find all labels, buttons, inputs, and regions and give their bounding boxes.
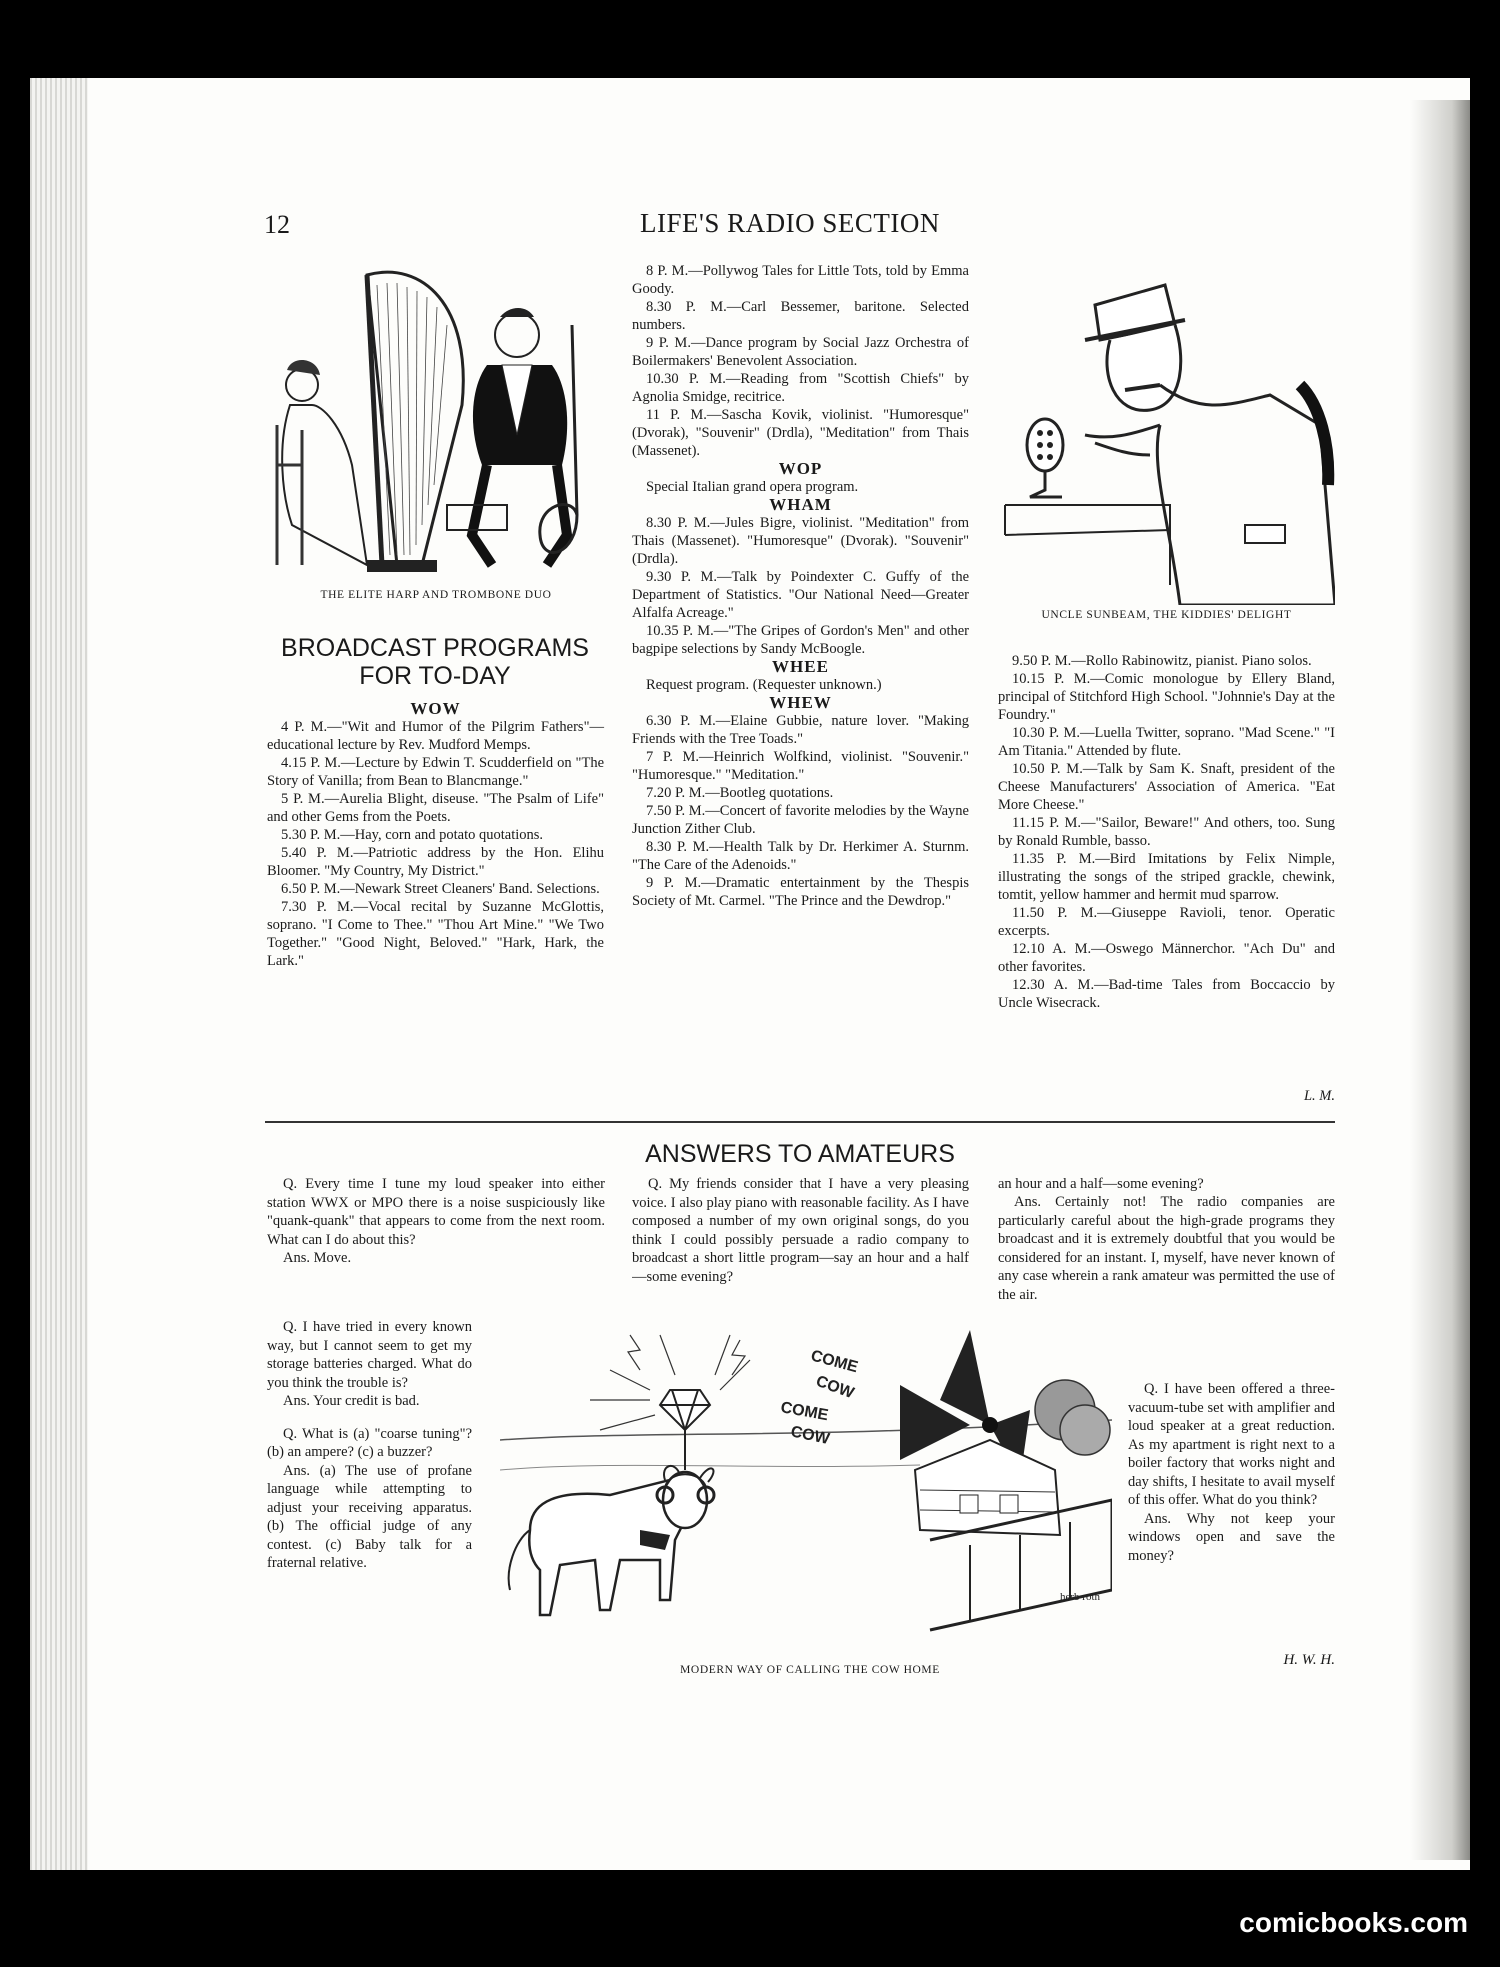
programs-column-3 — [998, 652, 1335, 1012]
section-divider — [265, 1121, 1335, 1123]
program-item: 7.50 P. M.—Concert of favorite melodies by the Wayne Junction Zither Club. — [632, 803, 969, 837]
program-item: 4 P. M.—"Wit and Humor of the Pilgrim Fathers"—educational lecture by Rev. Mudford Memps. — [267, 719, 604, 753]
program-item: 7 P. M.—Heinrich Wolfkind, violinist. "Souvenir." "Humoresque." "Meditation." — [632, 749, 969, 783]
program-item: 11.35 P. M.—Bird Imitations by Felix Nimple, illustrating the songs of the striped grackle, chewink, tomtit, yellow hammer and hermit mud sparrow. — [998, 851, 1335, 903]
answers-signature: H. W. H. — [1283, 1652, 1335, 1668]
answer-1: Ans. Move. — [283, 1250, 352, 1266]
program-item: 9.50 P. M.—Rollo Rabinowitz, pianist. Piano solos. — [1012, 653, 1312, 669]
programs-signature: L. M. — [1303, 1088, 1335, 1104]
station-heading: WOW — [410, 699, 461, 718]
station-heading: WOP — [778, 459, 823, 478]
question-5: Q. I have been offered a three-vacuum-tube set with amplifier and loud speaker at a great reduction. As my apartment is right next to a boiler factory that works night and day shifts, I hesitate to avail myself of this offer. What do you think? — [1128, 1381, 1335, 1508]
program-item: 8.30 P. M.—Jules Bigre, violinist. "Meditation" from Thais (Massenet). "Humoresque" (Dvorak). "Souvenir" (Drdla). — [632, 515, 969, 567]
cow-caption: MODERN WAY OF CALLING THE COW HOME — [680, 1664, 940, 1676]
program-item: 10.15 P. M.—Comic monologue by Ellery Bland, principal of Stitchford High School. "Johnnie's Day at the Foundry." — [998, 671, 1335, 723]
page-edge-left — [30, 78, 88, 1870]
program-item: 4.15 P. M.—Lecture by Edwin T. Scudderfield on "The Story of Vanilla; from Bean to Blancmange." — [267, 755, 604, 789]
station-heading: WHEW — [769, 693, 832, 712]
answers-title: ANSWERS TO AMATEURS — [645, 1140, 955, 1168]
program-item: 11 P. M.—Sascha Kovik, violinist. "Humoresque" (Dvorak), "Souvenir" (Drdla), "Meditation" from Thais (Massenet). — [632, 407, 969, 459]
program-item: 6.50 P. M.—Newark Street Cleaners' Band. Selections. — [281, 881, 600, 897]
program-item: 7.30 P. M.—Vocal recital by Suzanne McGlottis, soprano. "I Come to Thee." "Thou Art Mine." "We Two Together." "Good Night, Beloved." "Hark, Hark, the Lark." — [267, 899, 604, 969]
question-3: Q. What is (a) "coarse tuning"? (b) an ampere? (c) a buzzer? — [267, 1425, 472, 1460]
station-heading: WHAM — [769, 495, 832, 514]
page-header: LIFE'S RADIO SECTION — [640, 208, 940, 238]
broadcast-title — [265, 634, 605, 690]
program-item: 8.30 P. M.—Carl Bessemer, baritone. Selected numbers. — [632, 299, 969, 333]
program-item: 10.50 P. M.—Talk by Sam K. Snaft, president of the Cheese Manufacturers' Association of America. "Eat More Cheese." — [998, 761, 1335, 813]
program-item: 5.30 P. M.—Hay, corn and potato quotations. — [281, 827, 544, 843]
cow-word-1: COW — [813, 1372, 857, 1403]
answer-2: Ans. Your credit is bad. — [283, 1393, 420, 1409]
program-item: 7.20 P. M.—Bootleg quotations. — [646, 785, 834, 801]
program-item: 12.10 A. M.—Oswego Männerchor. "Ach Du" and other favorites. — [998, 941, 1335, 975]
program-item: 11.15 P. M.—"Sailor, Beware!" And others, too. Sung by Ronald Rumble, basso. — [998, 815, 1335, 849]
answers-column-1b — [267, 1318, 472, 1587]
answer-3: Ans. (a) The use of profane language while attempting to adjust your receiving apparatus. (b) The official judge of any contest. (c) Baby talk for a fraternal relative. — [267, 1462, 472, 1571]
question-4-continued: an hour and a half—some evening? — [998, 1176, 1204, 1192]
harp-caption: THE ELITE HARP AND TROMBONE DUO — [320, 589, 552, 601]
answers-column-1 — [267, 1175, 605, 1282]
program-item: 5 P. M.—Aurelia Blight, diseuse. "The Psalm of Life" and other Gems from the Poets. — [267, 791, 604, 825]
answers-column-2 — [632, 1175, 969, 1305]
broadcast-title-line1: BROADCAST PROGRAMS — [281, 634, 589, 662]
come-word-1: COME — [808, 1347, 860, 1377]
program-item: 12.30 A. M.—Bad-time Tales from Boccaccio by Uncle Wisecrack. — [998, 977, 1335, 1011]
program-item: 10.35 P. M.—"The Gripes of Gordon's Men" and other bagpipe selections by Sandy McBoogle. — [632, 623, 969, 657]
harp-trombone-illustration — [272, 265, 600, 585]
answers-column-3-answer — [998, 1193, 1335, 1318]
program-item: 6.30 P. M.—Elaine Gubbie, nature lover. "Making Friends with the Tree Toads." — [632, 713, 969, 747]
cow-word-2: COW — [789, 1423, 831, 1449]
program-item: 8.30 P. M.—Health Talk by Dr. Herkimer A. Sturnm. "The Care of the Adenoids." — [632, 839, 969, 873]
question-4: Q. My friends consider that I have a very pleasing voice. I also play piano with reasonable facility. As I have composed a number of my own original songs, do you think I could possibly persuade a radio company to broadcast a short little program—say an hour and a half—some evening? — [632, 1176, 969, 1285]
program-item: 9 P. M.—Dance program by Social Jazz Orchestra of Boilermakers' Benevolent Association. — [632, 335, 969, 369]
program-item: 10.30 P. M.—Reading from "Scottish Chiefs" by Agnolia Smidge, recitrice. — [632, 371, 969, 405]
come-word-2: COME — [779, 1399, 830, 1425]
program-item: 9 P. M.—Dramatic entertainment by the Thespis Society of Mt. Carmel. "The Prince and the Dewdrop." — [632, 875, 969, 909]
cow-radio-illustration — [500, 1330, 1112, 1640]
programs-column-2 — [632, 262, 969, 910]
artist-signature: herb roth — [1060, 1591, 1101, 1603]
program-item: 11.50 P. M.—Giuseppe Ravioli, tenor. Operatic excerpts. — [998, 905, 1335, 939]
answer-4: Ans. Certainly not! The radio companies are particularly careful about the high-grade programs they broadcast and it is extremely doubtful that you would be considered for an instant. I, myself, have never known of any case wherein a rank amateur was permitted the use of the air. — [998, 1194, 1335, 1303]
program-item: Special Italian grand opera program. — [646, 479, 859, 495]
program-item: 8 P. M.—Pollywog Tales for Little Tots, told by Emma Goody. — [632, 263, 969, 297]
programs-column-1 — [267, 700, 604, 970]
program-item: Request program. (Requester unknown.) — [646, 677, 882, 693]
page-number: 12 — [264, 210, 290, 239]
question-2: Q. I have tried in every known way, but I cannot seem to get my storage batteries charged. What do you think the trouble is? — [267, 1319, 472, 1391]
answer-5: Ans. Why not keep your windows open and save the money? — [1128, 1510, 1335, 1564]
uncle-sunbeam-illustration — [1000, 265, 1335, 605]
question-1: Q. Every time I tune my loud speaker into either station WWX or MPO there is a noise suspiciously like "quank-quank" that appears to come from the next room. What can I do about this? — [267, 1176, 605, 1248]
station-heading: WHEE — [772, 657, 829, 676]
broadcast-title-line2: FOR TO-DAY — [359, 662, 511, 690]
program-item: 5.40 P. M.—Patriotic address by the Hon. Elihu Bloomer. "My Country, My District." — [267, 845, 604, 879]
program-item: 9.30 P. M.—Talk by Poindexter C. Guffy of the Department of Statistics. "Our National Need—Greater Alfalfa Acreage." — [632, 569, 969, 621]
uncle-sunbeam-caption: UNCLE SUNBEAM, THE KIDDIES' DELIGHT — [1041, 609, 1292, 621]
answers-column-3 — [998, 1175, 1335, 1194]
watermark: comicbooks.com — [1239, 1907, 1468, 1938]
page-gutter-right — [1410, 100, 1470, 1860]
answers-column-3b — [1128, 1380, 1335, 1579]
program-item: 10.30 P. M.—Luella Twitter, soprano. "Mad Scene." "I Am Titania." Attended by flute. — [998, 725, 1335, 759]
